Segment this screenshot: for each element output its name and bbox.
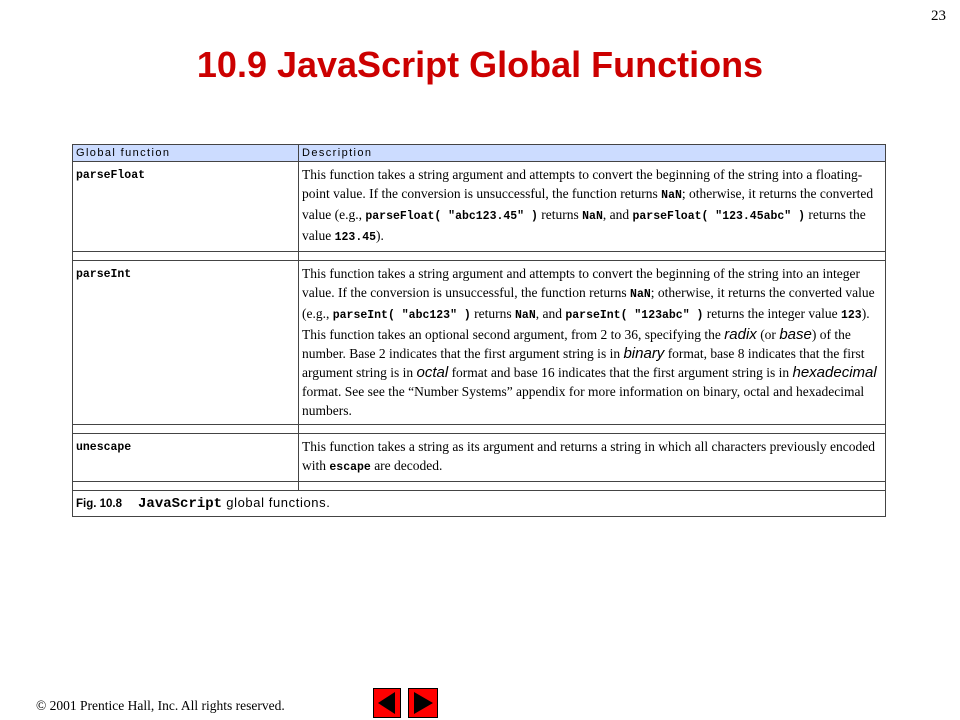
page-number: 23: [931, 8, 946, 24]
spacer-cell: [73, 252, 299, 261]
copyright-symbol: ©: [36, 698, 47, 713]
code-text: parseFloat( "abc123.45" ): [365, 210, 538, 223]
global-functions-table: [72, 144, 886, 517]
description-text: returns: [470, 306, 516, 321]
description-text: (or: [756, 327, 780, 342]
code-text: parseInt( "abc123" ): [332, 309, 471, 322]
description-text: ; otherwise, it returns the converted value (e.g.,: [302, 285, 875, 321]
italic-term: radix: [724, 326, 757, 343]
description-text: format. See see the “Number Systems” appendix for more information on binary, octal and hexadecimal numbers.: [302, 384, 865, 418]
description-text: format, base 8 indicates that the first argument string is in: [302, 346, 865, 380]
function-description-cell: [299, 434, 886, 482]
code-text: 123: [840, 309, 862, 322]
spacer-cell: [299, 482, 886, 491]
description-text: ).: [376, 228, 384, 243]
code-text: escape: [329, 461, 371, 474]
function-name-cell: [73, 434, 299, 482]
previous-slide-button[interactable]: [373, 688, 401, 718]
description-text: returns the value: [302, 207, 866, 243]
table-row: [73, 162, 886, 252]
copyright-footer: [36, 698, 285, 714]
function-name-cell: [73, 162, 299, 252]
spacer-cell: [299, 425, 886, 434]
table-row: [73, 434, 886, 482]
code-text: parseInt( "123abc" ): [565, 309, 704, 322]
next-slide-button[interactable]: [408, 688, 438, 718]
function-name: parseFloat: [76, 169, 146, 182]
italic-term: octal: [416, 364, 449, 381]
spacer-cell: [73, 482, 299, 491]
column-header-function: Global function: [73, 145, 299, 162]
italic-term: base: [779, 326, 812, 343]
table-row: [73, 261, 886, 425]
code-text: NaN: [661, 189, 682, 202]
code-text: NaN: [582, 210, 603, 223]
description-text: returns the integer value: [703, 306, 841, 321]
description-text: ). This function takes an optional second argument, from 2 to 36, specifying the: [302, 306, 870, 342]
description-text: returns: [537, 207, 583, 222]
description-text: This function takes a string argument and attempts to convert the beginning of the string into an integer value. If the conversion is unsuccessful, the function returns: [302, 266, 860, 300]
description-text: ) of the number. Base 2 indicates that the first argument string is in: [302, 327, 851, 361]
description-text: This function takes a string argument and attempts to convert the beginning of the string into a floating-point value. If the conversion is unsuccessful, the function returns: [302, 167, 863, 201]
description-text: , and: [602, 207, 633, 222]
spacer-cell: [73, 425, 299, 434]
figure-caption-text: global functions.: [222, 495, 331, 510]
row-spacer: [73, 482, 886, 491]
function-description-cell: [299, 261, 886, 425]
function-name: parseInt: [76, 268, 132, 281]
slide-title: 10.9 JavaScript Global Functions: [196, 44, 764, 85]
italic-term: hexadecimal: [792, 364, 877, 381]
function-name: unescape: [76, 441, 132, 454]
function-description-cell: [299, 162, 886, 252]
figure-caption-code: JavaScript: [138, 496, 223, 512]
code-text: parseFloat( "123.45abc" ): [632, 210, 806, 223]
figure-caption-row: [73, 491, 886, 517]
description-text: This function takes a string as its argument and returns a string in which all characters previously encoded with: [302, 439, 875, 473]
row-spacer: [73, 425, 886, 434]
spacer-cell: [299, 252, 886, 261]
code-text: 123.45: [334, 231, 377, 244]
copyright-text: 2001 Prentice Hall, Inc. All rights reserved.: [46, 698, 285, 713]
italic-term: binary: [623, 345, 665, 362]
figure-label: Fig. 10.8: [76, 498, 123, 510]
description-text: format and base 16 indicates that the first argument string is in: [448, 365, 793, 380]
description-text: , and: [535, 306, 566, 321]
figure-caption: [73, 491, 886, 517]
table-header-row: [73, 145, 886, 162]
description-text: ; otherwise, it returns the converted value (e.g.,: [302, 186, 874, 222]
row-spacer: [73, 252, 886, 261]
code-text: NaN: [515, 309, 536, 322]
description-text: are decoded.: [370, 458, 443, 473]
code-text: NaN: [630, 288, 651, 301]
column-header-description: Description: [299, 145, 886, 162]
function-name-cell: [73, 261, 299, 425]
